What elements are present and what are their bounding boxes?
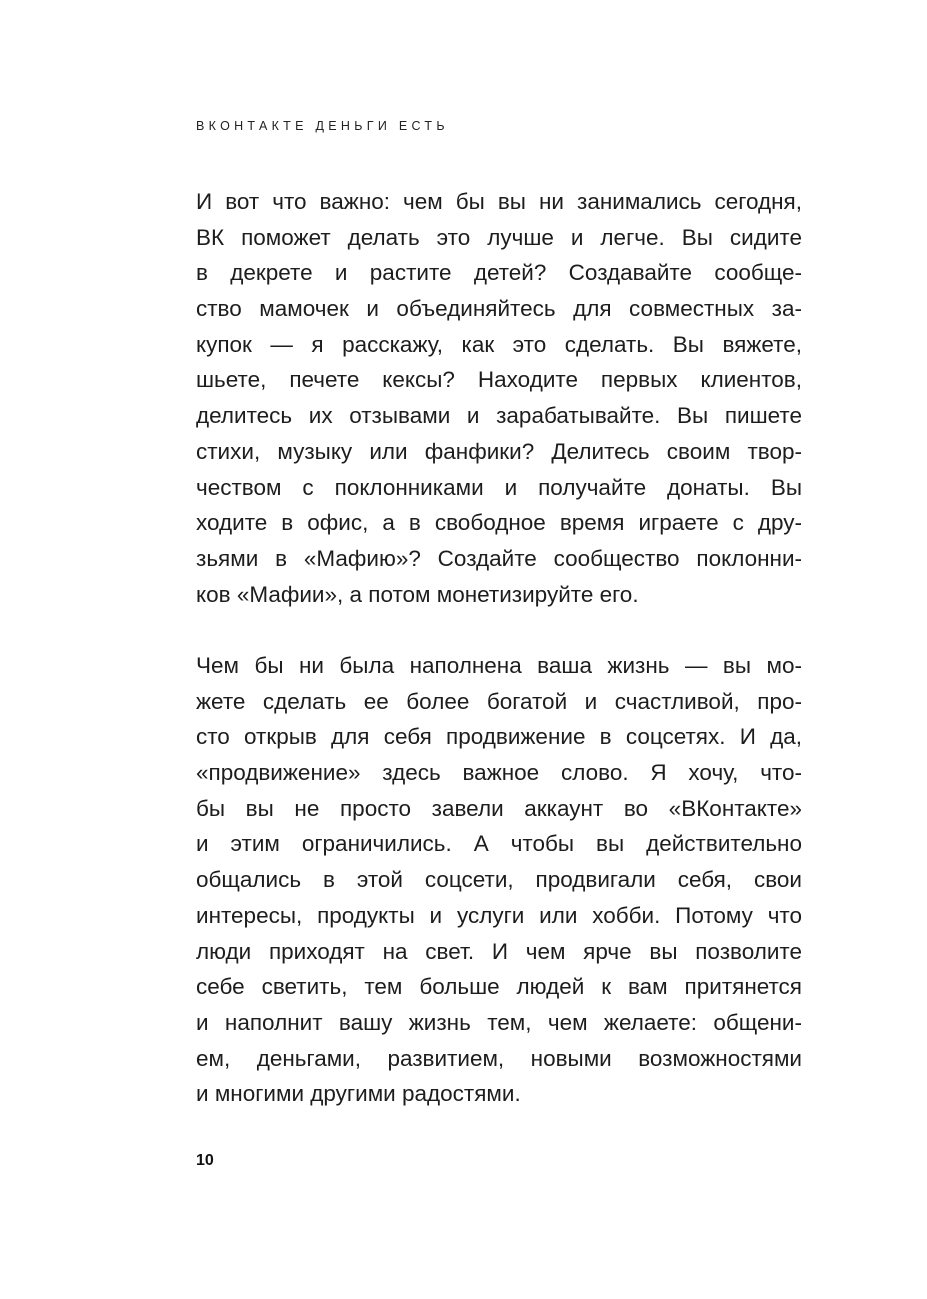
text-line: и многими другими радостями. (196, 1081, 521, 1107)
text-line: бы вы не просто завели аккаунт во «ВКонтакте» (196, 795, 802, 821)
text-line: чеством с поклонниками и получайте донаты. Вы (196, 474, 802, 500)
paragraph-2 (196, 648, 802, 1112)
page-number: 10 (196, 1152, 214, 1169)
text-line: люди приходят на свет. И чем ярче вы позволите (196, 938, 802, 964)
text-line: ков «Мафии», а потом монетизируйте его. (196, 581, 639, 607)
text-line: Чем бы ни была наполнена ваша жизнь — вы мо- (196, 653, 802, 678)
text-line: в декрете и растите детей? Создавайте сообще- (196, 260, 802, 286)
text-line: шьете, печете кексы? Находите первых клиентов, (196, 367, 802, 393)
text-line: И вот что важно: чем бы вы ни занимались сегодня, (196, 189, 802, 214)
text-line: ем, деньгами, развитием, новыми возможностями (196, 1045, 802, 1071)
running-header: ВКОНТАКТЕ ДЕНЬГИ ЕСТЬ (196, 119, 449, 133)
text-line: себе светить, тем больше людей к вам притянется (196, 974, 802, 1000)
text-line: ство мамочек и объединяйтесь для совместных за- (196, 296, 802, 322)
text-line: интересы, продукты и услуги или хобби. Потому что (196, 902, 802, 928)
text-line: ходите в офис, а в свободное время играете с дру- (196, 510, 802, 536)
text-line: купок — я расскажу, как это сделать. Вы вяжете, (196, 331, 802, 357)
text-line: жете сделать ее более богатой и счастливой, про- (196, 688, 802, 714)
text-line: зьями в «Мафию»? Создайте сообщество поклонни- (196, 545, 802, 571)
text-line: стихи, музыку или фанфики? Делитесь своим твор- (196, 438, 802, 464)
text-line: и этим ограничились. А чтобы вы действительно (196, 831, 802, 857)
text-line: «продвижение» здесь важное слово. Я хочу, что- (196, 760, 802, 786)
paragraph-1 (196, 184, 802, 612)
text-line: делитесь их отзывами и зарабатывайте. Вы пишете (196, 403, 802, 429)
text-line: и наполнит вашу жизнь тем, чем желаете: общени- (196, 1009, 802, 1035)
text-line: сто открыв для себя продвижение в соцсетях. И да, (196, 724, 802, 750)
text-line: ВК поможет делать это лучше и легче. Вы сидите (196, 224, 802, 250)
text-line: общались в этой соцсети, продвигали себя, свои (196, 867, 802, 893)
